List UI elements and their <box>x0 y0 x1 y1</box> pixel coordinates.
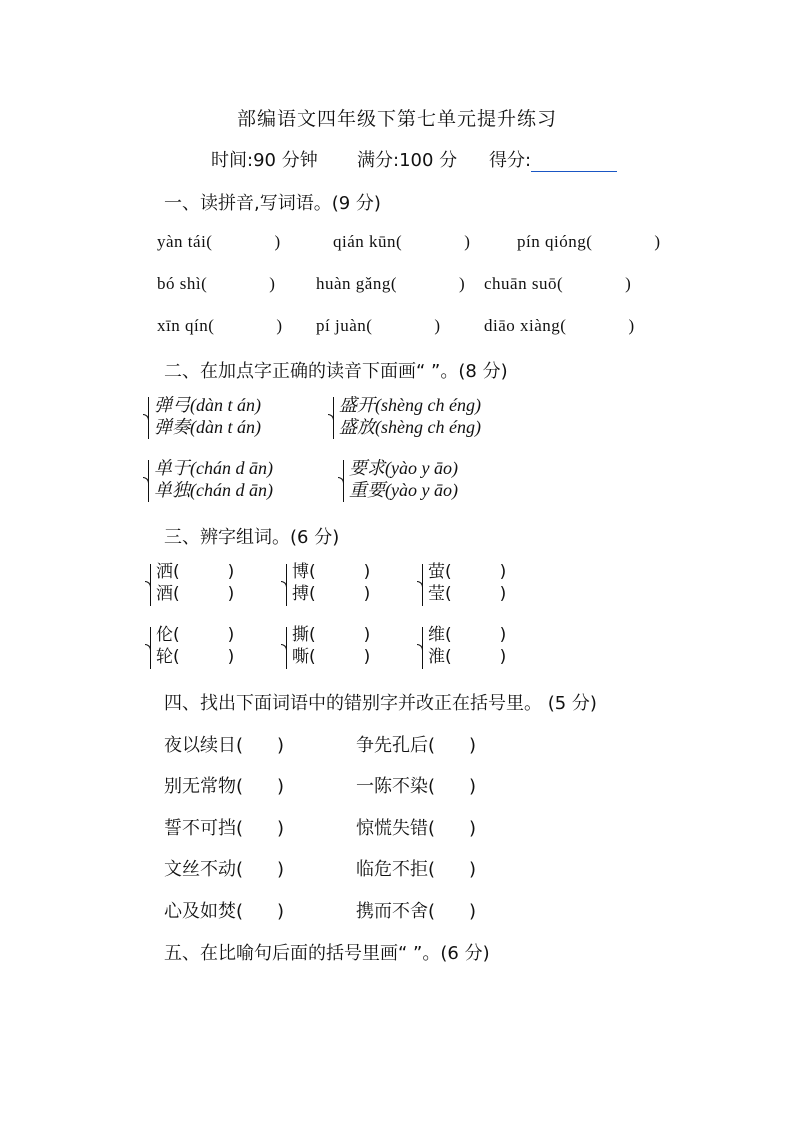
char-line <box>156 646 234 668</box>
idiom-item <box>164 855 284 881</box>
header-score <box>489 146 617 172</box>
paren-close: ) <box>499 584 507 604</box>
idiom-text: 别无常物( <box>164 776 244 797</box>
paren-close: ) <box>277 859 285 880</box>
idiom-item <box>164 897 284 923</box>
idiom-text: 携而不舍( <box>356 901 436 922</box>
paren-close: ) <box>499 562 507 582</box>
paren-close: ) <box>363 584 371 604</box>
pinyin-item <box>333 232 470 252</box>
char-line <box>292 646 370 668</box>
paren-close: ) <box>469 776 477 797</box>
section1-heading: 一、读拼音,写词语。(9 分) <box>164 193 381 214</box>
pinyin-text: xīn qín( <box>157 316 215 335</box>
paren-close: ) <box>277 818 285 839</box>
pinyin-text: diāo xiàng( <box>484 316 567 335</box>
paren-close: ) <box>469 901 477 922</box>
paren-close: ) <box>277 901 285 922</box>
page-title: 部编语文四年级下第七单元提升练习 <box>236 108 557 130</box>
char-line <box>292 624 370 646</box>
paren-close: ) <box>469 859 477 880</box>
pinyin-text: qián kūn( <box>333 232 403 251</box>
paren-close: ) <box>227 625 235 645</box>
idiom-item <box>164 731 284 757</box>
paren-close: ) <box>499 647 507 667</box>
char-text: 莹( <box>428 584 452 604</box>
idiom-item <box>356 814 476 840</box>
pinyin-item <box>484 274 631 294</box>
pinyin-text: pí juàn( <box>316 316 373 335</box>
section2-heading: 二、在加点字正确的读音下面画“ ”。(8 分) <box>164 361 508 382</box>
brace-icon <box>150 564 155 606</box>
char-text: 伦( <box>156 625 180 645</box>
pinyin-text: huàn gǎng( <box>316 274 398 293</box>
brace-icon <box>422 627 427 669</box>
pronunciation-line: 重要(yào y āo) <box>349 480 458 500</box>
char-text: 嘶( <box>292 647 316 667</box>
char-text: 洒( <box>156 562 180 582</box>
char-text: 维( <box>428 625 452 645</box>
char-text: 萤( <box>428 562 452 582</box>
char-line <box>156 583 234 605</box>
idiom-item <box>164 814 284 840</box>
idiom-item <box>356 897 476 923</box>
paren-close: ) <box>363 562 371 582</box>
section5-heading: 五、在比喻句后面的括号里画“ ”。(6 分) <box>164 943 490 964</box>
idiom-item <box>164 772 284 798</box>
idiom-text: 争先孔后( <box>356 735 436 756</box>
score-blank[interactable] <box>531 153 617 172</box>
char-line <box>292 561 370 583</box>
paren-close: ) <box>654 232 661 251</box>
paren-close: ) <box>274 232 281 251</box>
brace-icon <box>148 397 153 439</box>
section3-heading: 三、辨字组词。(6 分) <box>164 527 340 548</box>
pinyin-item <box>157 316 283 336</box>
char-line <box>156 624 234 646</box>
paren-close: ) <box>277 735 285 756</box>
brace-icon <box>148 460 153 502</box>
paren-close: ) <box>499 625 507 645</box>
idiom-text: 文丝不动( <box>164 859 244 880</box>
char-line <box>428 561 506 583</box>
brace-icon <box>286 564 291 606</box>
paren-close: ) <box>363 625 371 645</box>
idiom-text: 一陈不染( <box>356 776 436 797</box>
brace-icon <box>343 460 348 502</box>
pronunciation-line: 单于(chán d ān) <box>154 458 273 478</box>
pinyin-item <box>316 274 465 294</box>
pinyin-item <box>517 232 661 252</box>
paren-close: ) <box>469 735 477 756</box>
paren-close: ) <box>469 818 477 839</box>
pinyin-item <box>484 316 635 336</box>
section4-heading: 四、找出下面词语中的错别字并改正在括号里。 (5 分) <box>164 693 597 714</box>
idiom-text: 心及如焚( <box>164 901 244 922</box>
brace-icon <box>422 564 427 606</box>
paren-close: ) <box>628 316 635 335</box>
score-label: 得分: <box>489 150 532 171</box>
paren-close: ) <box>625 274 632 293</box>
pronunciation-line: 要求(yào y āo) <box>349 458 458 478</box>
header-full-score: 满分:100 分 <box>357 150 458 171</box>
pinyin-text: pín qióng( <box>517 232 593 251</box>
char-text: 搏( <box>292 584 316 604</box>
char-text: 轮( <box>156 647 180 667</box>
pronunciation-line: 盛开(shèng ch éng) <box>339 395 481 415</box>
pronunciation-line: 盛放(shèng ch éng) <box>339 417 481 437</box>
pronunciation-line: 弹弓(dàn t án) <box>154 395 261 415</box>
idiom-text: 夜以续日( <box>164 735 244 756</box>
brace-icon <box>150 627 155 669</box>
pronunciation-line: 弹奏(dàn t án) <box>154 417 261 437</box>
paren-close: ) <box>227 562 235 582</box>
idiom-item <box>356 772 476 798</box>
paren-close: ) <box>459 274 466 293</box>
pronunciation-line: 单独(chán d ān) <box>154 480 273 500</box>
paren-close: ) <box>227 647 235 667</box>
idiom-text: 临危不拒( <box>356 859 436 880</box>
paren-close: ) <box>464 232 471 251</box>
char-line <box>428 583 506 605</box>
idiom-item <box>356 855 476 881</box>
paren-close: ) <box>276 316 283 335</box>
char-line <box>292 583 370 605</box>
idiom-text: 惊慌失错( <box>356 818 436 839</box>
char-text: 博( <box>292 562 316 582</box>
char-line <box>428 624 506 646</box>
pinyin-text: chuān suō( <box>484 274 564 293</box>
brace-icon <box>286 627 291 669</box>
char-line <box>156 561 234 583</box>
char-line <box>428 646 506 668</box>
brace-icon <box>333 397 338 439</box>
paren-close: ) <box>434 316 441 335</box>
pinyin-text: yàn tái( <box>157 232 213 251</box>
paren-close: ) <box>277 776 285 797</box>
idiom-text: 誓不可挡( <box>164 818 244 839</box>
char-text: 酒( <box>156 584 180 604</box>
pinyin-item <box>316 316 441 336</box>
pinyin-item <box>157 232 281 252</box>
paren-close: ) <box>363 647 371 667</box>
paren-close: ) <box>269 274 276 293</box>
paren-close: ) <box>227 584 235 604</box>
pinyin-item <box>157 274 275 294</box>
header-time: 时间:90 分钟 <box>211 150 318 171</box>
pinyin-text: bó shì( <box>157 274 208 293</box>
char-text: 淮( <box>428 647 452 667</box>
char-text: 撕( <box>292 625 316 645</box>
idiom-item <box>356 731 476 757</box>
